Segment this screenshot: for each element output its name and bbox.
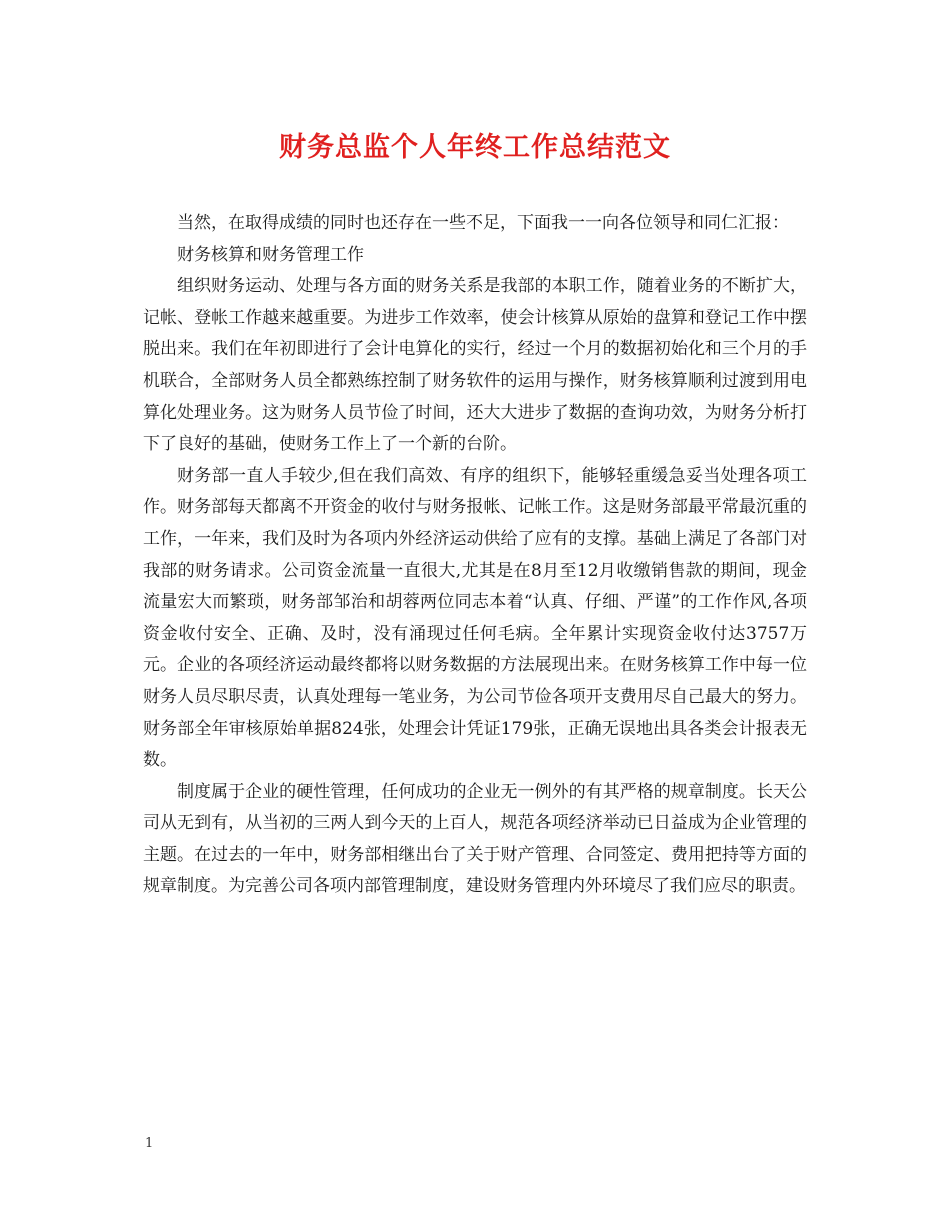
document-body	[143, 208, 807, 903]
paragraph-accounting: 组织财务运动、处理与各方面的财务关系是我部的本职工作，随着业务的不断扩大，记帐、登帐工作越来越重要。为进步工作效率，使会计核算从原始的盘算和登记工作中摆脱出来。我们在年初即进行了会计电算化的实行，经过一个月的数据初始化和三个月的手机联合，全部财务人员全都熟练控制了财务软件的运用与操作，财务核算顺利过渡到用电算化处理业务。这为财务人员节俭了时间，还大大进步了数据的查询功效，为财务分析打下了良好的基础，使财务工作上了一个新的台阶。	[143, 276, 807, 455]
section-heading: 财务核算和财务管理工作	[177, 244, 364, 265]
page-number: 1	[145, 1136, 154, 1151]
paragraph-intro: 当然，在取得成绩的同时也还存在一些不足，下面我一一向各位领导和同仁汇报：	[177, 213, 789, 233]
page-title: 财务总监个人年终工作总结范文	[279, 132, 671, 163]
paragraph-regulations: 制度属于企业的硬性管理，任何成功的企业无一例外的有其严格的规章制度。长天公司从无到有，从当初的三两人到今天的上百人，规范各项经济举动已日益成为企业管理的主题。在过去的一年中，财务部相继出台了关于财产管理、合同签定、费用把持等方面的规章制度。为完善公司各项内部管理制度，建设财务管理内外环境尽了我们应尽的职责。	[143, 781, 807, 897]
paragraph-operations: 财务部一直人手较少,但在我们高效、有序的组织下，能够轻重缓急妥当处理各项工作。财务部每天都离不开资金的收付与财务报帐、记帐工作。这是财务部最平常最沉重的工作，一年来，我们及时为各项内外经济运动供给了应有的支撑。基础上满足了各部门对我部的财务请求。公司资金流量一直很大,尤其是在8月至12月收缴销售款的期间，现金流量宏大而繁琐，财务部邹治和胡蓉两位同志本着“认真、仔细、严谨”的工作作风,各项资金收付安全、正确、及时，没有涌现过任何毛病。全年累计实现资金收付达3757万元。企业的各项经济运动最终都将以财务数据的方法展现出来。在财务核算工作中每一位财务人员尽职尽责，认真处理每一笔业务，为公司节俭各项开支费用尽自己最大的努力。财务部全年审核原始单据824张，处理会计凭证179张，正确无误地出具各类会计报表无数。	[143, 465, 807, 771]
